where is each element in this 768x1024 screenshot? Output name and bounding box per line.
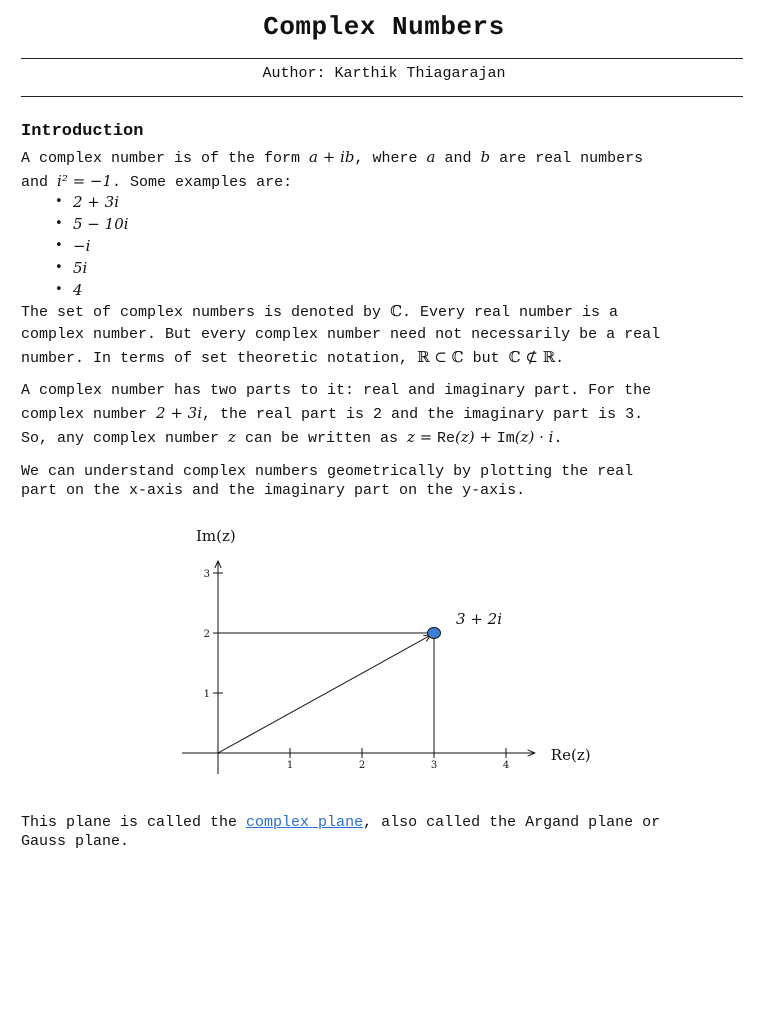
y-tick-label: 2 xyxy=(203,629,210,640)
page-title: Complex Numbers xyxy=(263,12,505,42)
y-tick-label: 1 xyxy=(203,689,210,700)
list-item: • 2 + 3i xyxy=(21,191,129,213)
complex-plane-link[interactable]: complex plane xyxy=(246,814,364,831)
list-item: • −i xyxy=(21,235,129,257)
math-complex-set: ℂ xyxy=(390,302,403,320)
x-tick-label: 2 xyxy=(358,760,366,771)
list-item: • 5i xyxy=(21,257,129,279)
complex-plane-plot xyxy=(0,520,768,790)
examples-list xyxy=(21,191,129,301)
point-label: 3 + 2i xyxy=(456,610,502,628)
math-z: z xyxy=(228,428,236,446)
math-example: 2 + 3i xyxy=(156,404,203,422)
math-not-subset: ℂ ⊄ ℝ xyxy=(508,348,556,366)
y-tick-label: 3 xyxy=(203,569,210,580)
top-divider xyxy=(21,58,743,59)
list-item: • 5 − 10i xyxy=(21,213,129,235)
x-axis-label: Re(z) xyxy=(550,746,591,764)
math-subset: ℝ ⊂ ℂ xyxy=(417,348,464,366)
list-item: • 4 xyxy=(21,279,129,301)
data-point xyxy=(428,628,441,639)
author-line: Author: Karthik Thiagarajan xyxy=(262,65,506,82)
x-tick-label: 1 xyxy=(286,760,294,771)
section-heading-introduction: Introduction xyxy=(21,122,144,141)
vector-arrow xyxy=(218,635,431,753)
math-a: a xyxy=(426,148,436,166)
y-axis-label: Im(z) xyxy=(196,527,236,545)
x-tick-label: 4 xyxy=(502,760,510,771)
author-divider xyxy=(21,96,743,97)
math-b: b xyxy=(480,148,491,166)
x-tick-label: 3 xyxy=(430,760,438,771)
paragraph-geometric: We can understand complex numbers geometrically by plotting the real part on the x-axis and the imaginary part on the y-axis. xyxy=(21,463,634,499)
math-a-plus-ib: a + ib xyxy=(309,148,355,166)
paragraph-real-imaginary: A complex number has two parts to it: real and imaginary part. For the complex number 2 + 3i, the real part is 2 and the imaginary part is 3. So, any complex number z can be written as z = Re(z) + Im(z) · i. xyxy=(21,382,652,447)
math-i-squared: i² = −1 xyxy=(57,172,113,190)
paragraph-set-notation: The set of complex numbers is denoted by ℂ. Every real number is a complex number. But every complex number need not necessarily be a real number. In terms of set theoretic notation, ℝ ⊂ ℂ but ℂ ⊄ ℝ. xyxy=(21,302,661,367)
paragraph-definition: A complex number is of the form a + ib, where a and b are real numbers and i² = −1. Some examples are: xyxy=(21,148,644,191)
paragraph-complex-plane: This plane is called the complex plane, also called the Argand plane or Gauss plane. xyxy=(21,814,661,850)
